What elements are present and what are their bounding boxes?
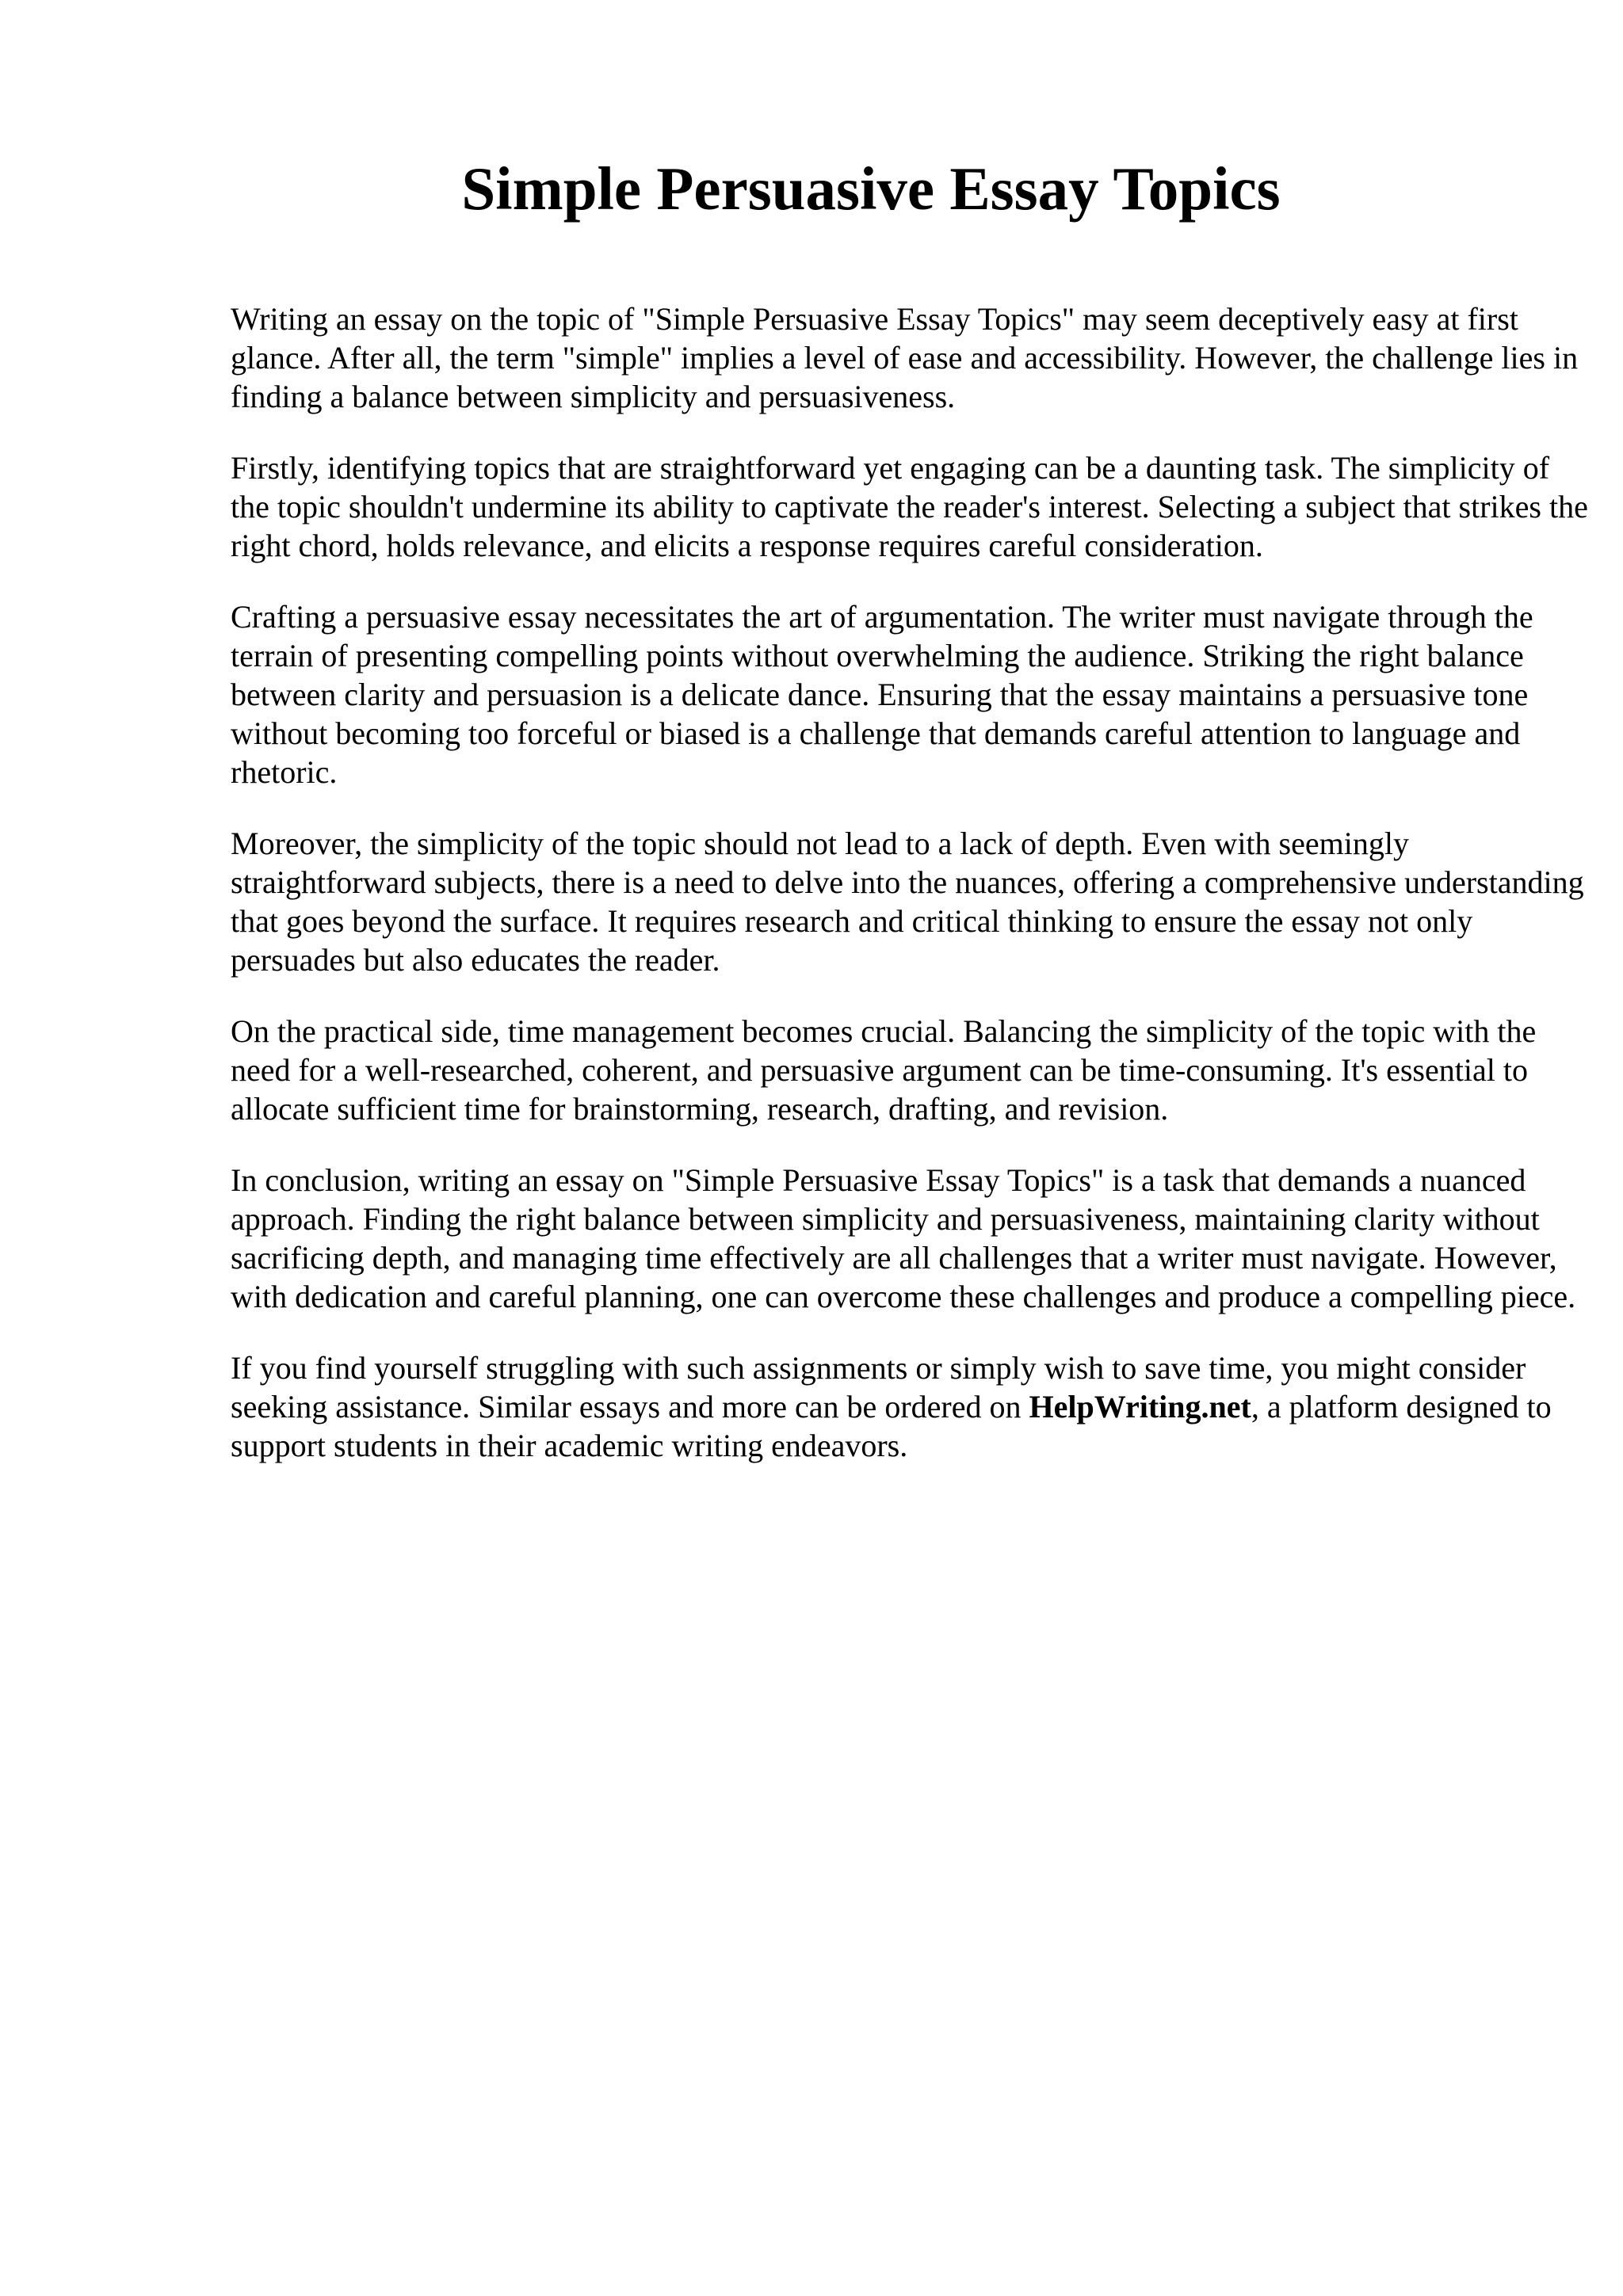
paragraph-conclusion: In conclusion, writing an essay on "Simple Persuasive Essay Topics" is a task that demands a nuanced approach. Finding the right balance between simplicity and persuasiveness, maintaining clarity without sacrificing depth, and managing time effectively are all challenges that a writer must navigate. However, with dedication and careful planning, one can overcome these challenges and produce a compelling piece. (231, 1162, 1576, 1314)
paragraph-intro: Writing an essay on the topic of "Simple Persuasive Essay Topics" may seem deceptively easy at first glance. After all, the term "simple" implies a level of ease and accessibility. However, the challenge lies in finding a balance between simplicity and persuasiveness. (231, 301, 1579, 414)
paragraph-closing (231, 1348, 1594, 1465)
document-title: Simple Persuasive Essay Topics (461, 154, 1281, 223)
paragraph-time-management: On the practical side, time management becomes crucial. Balancing the simplicity of the topic with the need for a well-researched, coherent, and persuasive argument can be time-consuming. It's essential to allocate sufficient time for brainstorming, research, drafting, and revision. (231, 1013, 1537, 1127)
document-body (231, 299, 1594, 1497)
closing-text-before: If you find yourself struggling with such assignments or simply wish to save time, you might consider seeking assistance. Similar essays and more can be ordered on (231, 1350, 1526, 1425)
closing-text-after: , a platform designed to support students in their academic writing endeavors. (231, 1389, 1552, 1463)
paragraph-argumentation: Crafting a persuasive essay necessitates the art of argumentation. The writer must navigate through the terrain of presenting compelling points without overwhelming the audience. Striking the right balance between clarity and persuasion is a delicate dance. Ensuring that the essay maintains a persuasive tone without becoming too forceful or biased is a challenge that demands careful attention to language and rhetoric. (231, 599, 1533, 790)
paragraph-depth: Moreover, the simplicity of the topic should not lead to a lack of depth. Even with seemingly straightforward subjects, there is a need to delve into the nuances, offering a comprehensive understanding that goes beyond the surface. It requires research and critical thinking to ensure the essay not only persuades but also educates the reader. (231, 826, 1584, 978)
helpwriting-link[interactable]: HelpWriting.net (1029, 1389, 1251, 1425)
paragraph-topics: Firstly, identifying topics that are straightforward yet engaging can be a daunting task. The simplicity of the topic shouldn't undermine its ability to captivate the reader's interest. Selecting a subject that strikes the right chord, holds relevance, and elicits a response requires careful consideration. (231, 450, 1588, 563)
